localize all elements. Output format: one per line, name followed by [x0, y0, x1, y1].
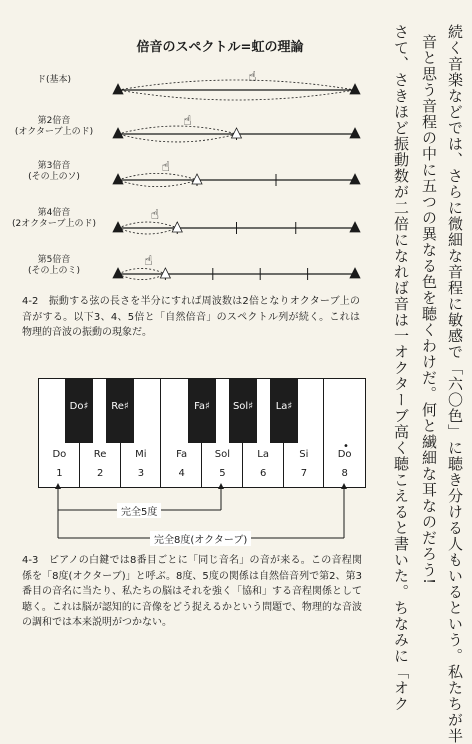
note-label: Fa: [176, 449, 188, 460]
body-text-column-2: 音と思う音程の中に五つの異なる色を聴くわけだ。何と繊細な耳なのだろう!: [420, 34, 438, 586]
key-number: 8: [341, 468, 348, 479]
plucking-hand-icon: ☝: [150, 207, 160, 223]
row-label-harmonic-4: 第4倍音 (2オクターブ上のド): [12, 208, 96, 229]
bridge-icon: [350, 128, 360, 138]
black-key-re-sharp: Re♯: [106, 379, 134, 443]
piano-keyboard: [38, 378, 366, 488]
black-key-sol-sharp: Sol♯: [229, 379, 257, 443]
interval-fifth-label: 完全5度: [117, 503, 161, 518]
black-key-fa-sharp: Fa♯: [188, 379, 216, 443]
bridge-icon: [113, 222, 123, 232]
bridge-icon: [113, 84, 123, 94]
note-label: Mi: [135, 449, 147, 460]
key-number: 2: [96, 468, 104, 479]
bridge-icon: [113, 268, 123, 278]
bridge-icon: [350, 222, 360, 232]
black-key-do-sharp: Do♯: [65, 379, 93, 443]
figure-title: 倍音のスペクトル=虹の理論: [136, 40, 304, 55]
key-number: 6: [259, 468, 267, 479]
note-label: La: [257, 449, 269, 460]
body-text-column-3: さて、さきほど振動数が二倍になれば音は一オクターブ高く聴こえると書いた。ちなみに「オク: [392, 24, 410, 712]
note-label: Do: [337, 449, 352, 460]
bridge-icon: [160, 268, 170, 278]
note-label: Sol: [214, 449, 230, 460]
plucking-hand-icon: ☝: [248, 69, 257, 85]
key-number: 1: [56, 468, 63, 479]
bridge-icon: [350, 174, 360, 184]
bridge-icon: [113, 128, 123, 138]
key-number: 7: [300, 468, 308, 479]
key-number: 5: [219, 468, 226, 479]
bridge-icon: [350, 84, 360, 94]
note-label: Re: [93, 449, 107, 460]
row-label-harmonic-5: 第5倍音 (その上のミ): [27, 255, 81, 276]
plucking-hand-icon: ☝: [183, 113, 192, 129]
black-key-la-sharp: La♯: [270, 379, 298, 443]
plucking-hand-icon: ☝: [144, 253, 153, 269]
key-number: 3: [137, 468, 145, 479]
body-text-column-1: 続く音楽などでは、さらに微細な音程に敏感で「六〇色」に聴き分ける人もいるという。私たちが半: [446, 24, 464, 744]
plucking-hand-icon: ☝: [161, 159, 170, 175]
dot-mark: •: [343, 441, 349, 452]
row-label-harmonic-3: 第3倍音 (その上のソ): [28, 161, 80, 182]
key-number: 4: [178, 468, 185, 479]
note-label: Si: [299, 449, 309, 460]
row-label-fundamental: ド(基本): [36, 75, 72, 85]
figure-4-2-caption: 4-2 振動する弦の長さを半分にすれば周波数は2倍となりオクターブ上の音がする。以下3、4、5倍と「自然倍音」のスペクトル列が続く。これは物理的音波の振動の現象だ。: [22, 296, 360, 338]
bridge-icon: [350, 268, 360, 278]
row-label-harmonic-2: 第2倍音 (オクターブ上のド): [14, 116, 94, 137]
bridge-icon: [113, 174, 123, 184]
figure-4-3-caption: 4-3 ピアノの白鍵では8番目ごとに「同じ音名」の音が来る。この音程関係を「8度(オクターブ)」と呼ぶ。8度、5度の関係は自然倍音列で第2、第3番目の音名に当たり、私たちの脳はそれを強く「協和」する音程関係として聴く。これは脳が認知的に音像をどう捉えるかという問題で、物理的な音波の調和では本来説明がつかない。: [22, 555, 362, 628]
interval-octave-label: 完全8度(オクターブ): [150, 531, 251, 546]
note-label: Do: [52, 449, 67, 460]
